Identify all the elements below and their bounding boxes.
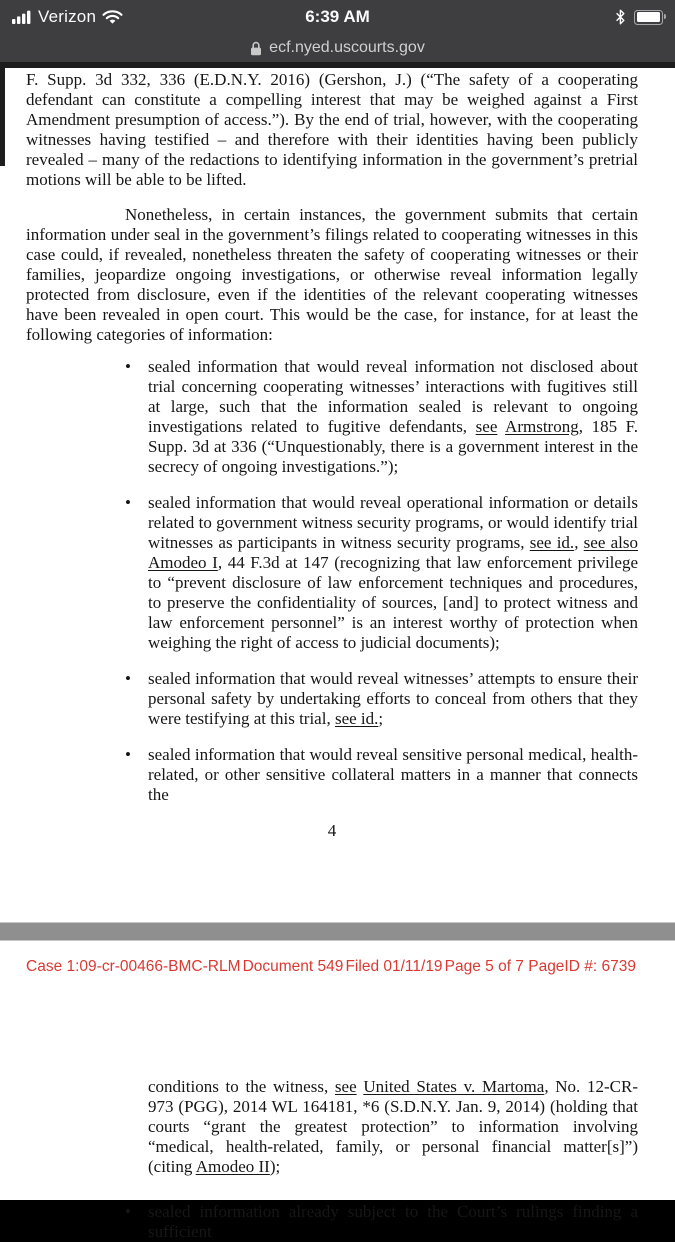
wifi-icon — [102, 10, 123, 25]
battery-icon — [634, 10, 663, 25]
text-run: , No. 12-CR-973 (PGG), 2014 WL 164181, *6 (S.D.N.Y. Jan. 9, 2014) (holding that courts “grant the greatest protection” to information involving “medical, health-related, family, or personal financial matter[s]”) (citing — [148, 1077, 639, 1176]
citation-underlined: see also Amodeo I — [148, 533, 638, 572]
text-run: , — [574, 533, 584, 552]
citation-underlined: Amodeo II — [195, 1157, 270, 1176]
bluetooth-icon — [615, 9, 626, 25]
text-run: sealed information that would reveal witnesses’ attempts to ensure their personal safety by undertaking efforts to conceal from others that they were testifying at this trial, — [148, 669, 638, 728]
stamp-page-id: Page 5 of 7 PageID #: 6739 — [444, 958, 636, 975]
stamp-filed-date: Filed 01/11/19 — [345, 958, 443, 975]
paragraph-nonetheless: Nonetheless, in certain instances, the government submits that certain information under seal in the government’s filings related to cooperating witnesses in this case could, if revealed, nonetheless threaten the safety of cooperating witnesses or their families, jeopardize ongoing investigations, or otherwise reveal information legally protected from disclosure, even if the identities of the relevant cooperating witnesses have been revealed in open court. This would be the case, for instance, for at least the following categories of information: — [26, 205, 638, 344]
page-number: 4 — [327, 821, 337, 840]
stamp-document-number: Document 549 — [242, 958, 344, 975]
battery-fill — [637, 12, 660, 22]
bullet-text — [148, 1202, 638, 1241]
citation-underlined: Armstrong — [505, 417, 579, 436]
stamp-case-number: Case 1:09-cr-00466-BMC-RLM — [26, 958, 241, 975]
text-run: conditions to the witness, — [148, 1077, 335, 1096]
pdf-page-5 — [0, 941, 675, 1241]
page-separator — [0, 922, 675, 941]
citation-underlined: see — [475, 417, 498, 436]
text-run: sealed information already subject to the Court’s rulings finding a sufficient — [148, 1202, 638, 1241]
continuation-paragraph — [148, 1077, 638, 1177]
ios-status-bar — [0, 0, 675, 34]
text-run: sealed information that would reveal information not disclosed about trial concerning cooperating witnesses’ interactions with fugitives still at large, such that the information sealed is relevant to ongoing investigations related to fugitive defendants, — [148, 357, 638, 436]
citation-underlined: see — [334, 1077, 357, 1096]
bullet-item — [148, 1202, 638, 1242]
bullet-item — [148, 357, 638, 477]
bullet-list-page5 — [26, 1202, 638, 1242]
text-run — [497, 417, 505, 436]
text-run: sealed information that would reveal operational information or details related to government witness security programs, or would identify trial witnesses as participants in witness security programs, — [148, 493, 638, 552]
time-label: 6:39 AM — [305, 7, 370, 26]
bullet-item — [148, 745, 638, 805]
pdf-page-4 — [0, 68, 675, 922]
bullet-text — [148, 745, 638, 804]
bullet-item — [148, 493, 638, 653]
bullet-text — [148, 493, 638, 652]
bullet-list-page4 — [26, 357, 638, 805]
bullet-text — [148, 669, 638, 728]
text-run: , 185 F. Supp. 3d at 336 (“Unquestionably, there is a government interest in the secrecy of ongoing investigations.”); — [148, 417, 639, 476]
status-right-cluster — [615, 9, 663, 25]
bullet-text — [148, 357, 638, 476]
status-left-cluster — [12, 7, 123, 27]
pdf-viewer[interactable] — [0, 62, 675, 1241]
url-host: ecf.nyed.uscourts.gov — [269, 39, 425, 56]
text-run: ; — [378, 709, 384, 728]
citation-underlined: United States v. Martoma — [363, 1077, 545, 1096]
text-run: sealed information that would reveal sensitive personal medical, health-related, or other sensitive collateral matters in a manner that connects the — [148, 745, 638, 804]
paragraph-citation: F. Supp. 3d 332, 336 (E.D.N.Y. 2016) (Gershon, J.) (“The safety of a cooperating defendant can constitute a compelling interest that may be weighed against a First Amendment presumption of access.”). By the end of trial, however, with the cooperating witnesses having testified – and therefore with their identities having been publicly revealed – many of the redactions to identifying information in the government’s pretrial motions will be able to be lifted. — [26, 70, 638, 189]
citation-underlined: see id. — [529, 533, 575, 552]
ecf-stamp — [26, 957, 638, 977]
text-run: , 44 F.3d at 147 (recognizing that law enforcement privilege to “prevent disclosure of law enforcement techniques and procedures, to preserve the confidentiality of sources, [and] to protect witness and law enforcement personnel” is an interest worthy of protection when weighing the right of access to judicial documents); — [148, 553, 638, 652]
signal-strength-icon — [12, 10, 32, 24]
text-run: ); — [269, 1157, 281, 1176]
citation-underlined: see id. — [334, 709, 379, 728]
scan-edge-left — [0, 68, 5, 166]
bullet-item — [148, 669, 638, 729]
lock-icon — [250, 41, 262, 56]
carrier-label: Verizon — [38, 7, 97, 26]
safari-url-bar[interactable] — [0, 34, 675, 62]
